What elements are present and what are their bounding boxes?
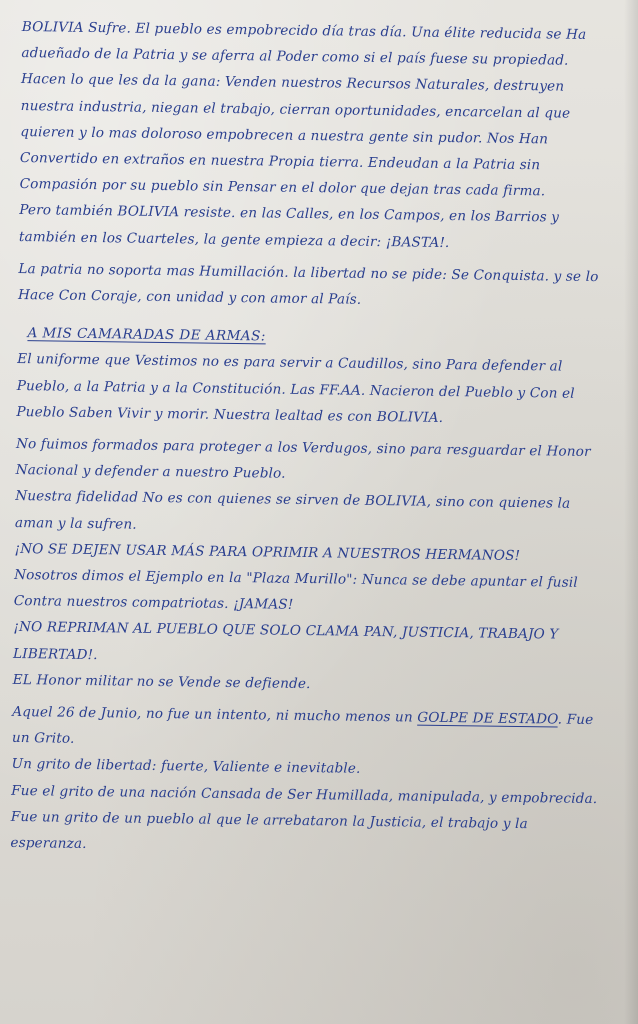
paragraph-grito-nacion: Fue el grito de una nación Cansada de Ser Humillada, manipulada, y empobrecida. bbox=[11, 782, 598, 807]
paragraph-grito-libertad: Un grito de libertad: fuerte, Valiente e inevitable. bbox=[11, 756, 361, 778]
paragraph-plaza-murillo: Nosotros dimos el Ejemplo en la "Plaza Murillo": Nunca se debe apuntar el fusil Contra nuestros compatriotas. ¡JAMAS! bbox=[13, 567, 578, 614]
paragraph-uniforme: El uniforme que Vestimos no es para servir a Caudillos, sino Para defender al Pueblo, a la Patria y a la Constitución. Las FF.AA. Nacieron del Pueblo y Con el Pueblo Saben Vivir y morir. Nuestra lealtad es con BOLIVIA. bbox=[16, 351, 575, 426]
paragraph-fidelidad: Nuestra fidelidad No es con quienes se sirven de BOLIVIA, sino con quienes la aman y la sufren. bbox=[14, 488, 571, 533]
paragraph-libertad: La patria no soporta mas Humillación. la libertad no se pide: Se Conquista. y se lo Hace Con Coraje, con unidad y con amor al País. bbox=[17, 260, 599, 308]
section-heading-camaradas: A MIS CAMARADAS DE ARMAS: bbox=[27, 325, 266, 345]
paragraph-verdugos: No fuimos formados para proteger a los Verdugos, sino para resguardar el Honor Nacional y defender a nuestro Pueblo. bbox=[15, 436, 591, 482]
paragraph-no-repriman: ¡NO REPRIMAN AL PUEBLO QUE SOLO CLAMA PAN, JUSTICIA, TRABAJO Y LIBERTAD!. bbox=[12, 619, 559, 663]
paragraph-26-de-junio bbox=[12, 699, 607, 760]
underlined-golpe-de-estado: GOLPE DE ESTADO bbox=[417, 709, 558, 728]
paragraph-honor-militar: EL Honor militar no se Vende se defiende. bbox=[12, 671, 311, 692]
text-26-de-junio: Aquel 26 de Junio, no fue un intento, ni mucho menos un bbox=[12, 704, 418, 726]
handwritten-letter bbox=[10, 14, 616, 865]
paragraph-no-se-dejen: ¡NO SE DEJEN USAR MÁS PARA OPRIMIR A NUESTROS HERMANOS! bbox=[14, 540, 521, 564]
text-fue-un-grito: . Fue un Grito. bbox=[11, 711, 594, 748]
paragraph-bolivia-resiste: Pero también BOLIVIA resiste. en las Calles, en los Campos, en los Barrios y también en los Cuarteles, la gente empieza a decir: ¡BASTA!. bbox=[18, 202, 560, 251]
paragraph-bolivia-sufre: BOLIVIA Sufre. El pueblo es empobrecido día tras día. Una élite reducida se Ha adueñado de la Patria y se aferra al Poder como si el país fuese su propiedad. Hacen lo que les da la gana: Venden nuestros Recursos Naturales, destruyen nuestra industria, niegan el trabajo, cierran oportunidades, encarcelan al que quieren y lo mas doloroso empobrecen a nuestra gente sin pudor. Nos Han Convertido en extraños en nuestra Propia tierra. Endeudan a la Patria sin Compasión por su pueblo sin Pensar en el dolor que dejan tras cada firma. bbox=[19, 18, 587, 200]
page-edge-shadow bbox=[624, 0, 638, 1024]
paragraph-grito-pueblo: Fue un grito de un pueblo al que le arrebataron la Justicia, el trabajo y la esperanza. bbox=[10, 808, 528, 853]
